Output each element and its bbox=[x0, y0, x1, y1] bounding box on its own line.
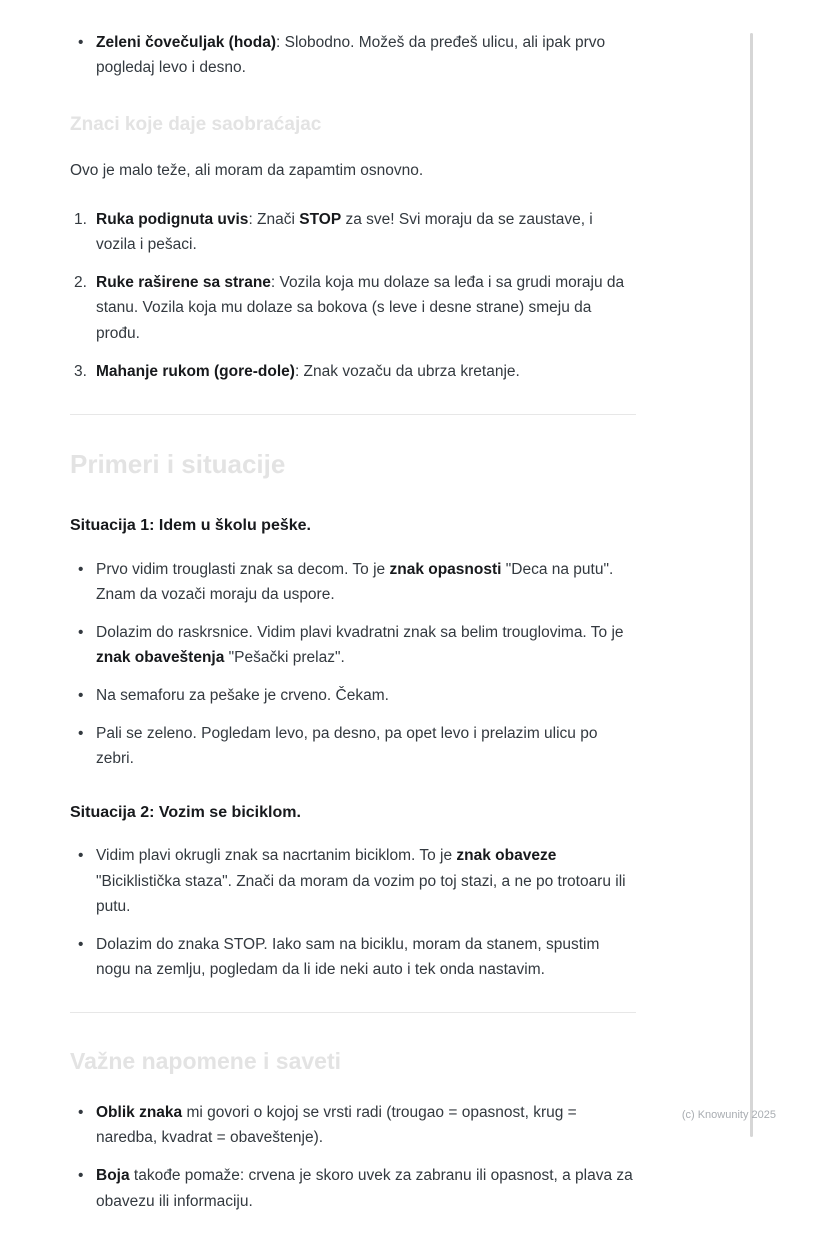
bold-text-segment: znak obaveze bbox=[456, 847, 557, 865]
bold-text-segment: znak opasnosti bbox=[389, 560, 502, 578]
list-item bbox=[70, 843, 636, 918]
section-heading-znaci: Znaci koje daje saobraćajac bbox=[70, 114, 322, 136]
list-item bbox=[70, 1100, 636, 1150]
text-segment: Pali se zeleno. Pogledam levo, pa desno, pa opet levo i prelazim ulicu po zebri. bbox=[96, 725, 598, 768]
section-heading-vazne: Važne napomene i saveti bbox=[70, 1047, 342, 1074]
text-segment: za sve! Svi moraju da se zaustave, i vozila i pešaci. bbox=[96, 211, 593, 254]
bold-text-segment: znak obaveštenja bbox=[96, 649, 225, 667]
list-item bbox=[70, 557, 636, 607]
text-segment: Prvo vidim trouglasti znak sa decom. To je bbox=[96, 560, 390, 578]
text-segment: "Biciklistička staza". Znači da moram da vozim po toj stazi, a ne po trotoaru ili putu. bbox=[96, 872, 626, 915]
list-item bbox=[70, 30, 636, 80]
document-body bbox=[70, 30, 636, 1240]
text-segment: : Znači bbox=[248, 211, 300, 229]
list-item bbox=[70, 207, 636, 257]
situation-2-heading: Situacija 2: Vozim se biciklom. bbox=[70, 803, 301, 821]
text-segment: takođe pomaže: crvena je skoro uvek za zabranu ili opasnost, a plava za obavezu ili informaciju. bbox=[96, 1167, 633, 1210]
text-segment: mi govori o kojoj se vrsti radi (trougao = opasnost, krug = naredba, kvadrat = obaveštenje). bbox=[96, 1104, 577, 1147]
text-segment: : Znak vozaču da ubrza kretanje. bbox=[294, 362, 520, 380]
bold-text-segment: Oblik znaka bbox=[96, 1104, 183, 1122]
list-item bbox=[70, 721, 636, 771]
situation-1-list bbox=[70, 557, 636, 772]
text-segment: Vidim plavi okrugli znak sa nacrtanim biciklom. To je bbox=[96, 847, 457, 865]
bold-text-segment: Ruke raširene sa strane bbox=[96, 274, 271, 292]
section-heading-primeri: Primeri i situacije bbox=[70, 448, 286, 479]
bold-text-segment: Zeleni čovečuljak (hoda) bbox=[96, 34, 277, 51]
text-segment: "Pešački prelaz". bbox=[224, 649, 345, 667]
intro-bullet-list bbox=[70, 30, 636, 80]
situation-1-heading: Situacija 1: Idem u školu peške. bbox=[70, 516, 311, 534]
text-segment: "Deca na putu". Znam da vozači moraju da uspore. bbox=[96, 560, 614, 603]
copyright-notice: (c) Knowunity 2025 bbox=[681, 1109, 776, 1121]
list-item bbox=[70, 359, 636, 384]
list-item bbox=[70, 683, 636, 708]
policeman-signals-list bbox=[70, 207, 636, 384]
text-segment: Na semaforu za pešake je crveno. Čekam. bbox=[96, 687, 389, 705]
list-item bbox=[70, 620, 636, 670]
text-segment: Dolazim do znaka STOP. Iako sam na biciklu, moram da stanem, spustim nogu na zemlju, pogledam da li ide neki auto i tek onda nastavim. bbox=[96, 935, 600, 978]
bold-text-segment: Ruka podignuta uvis bbox=[96, 211, 249, 229]
section-divider bbox=[70, 1012, 636, 1013]
situation-2-list bbox=[70, 843, 636, 982]
intro-paragraph: Ovo je malo teže, ali moram da zapamtim osnovno. bbox=[70, 161, 424, 179]
bold-text-segment: STOP bbox=[299, 211, 342, 229]
scrollbar[interactable] bbox=[750, 33, 753, 1137]
list-item bbox=[70, 932, 636, 982]
bold-text-segment: Mahanje rukom (gore-dole) bbox=[96, 362, 295, 380]
section-divider bbox=[70, 414, 636, 415]
list-item bbox=[70, 270, 636, 345]
text-segment: : Vozila koja mu dolaze sa leđa i sa grudi moraju da stanu. Vozila koja mu dolaze sa bokova (s leve i desne strane) smeju da prođu. bbox=[96, 274, 625, 342]
text-segment: Dolazim do raskrsnice. Vidim plavi kvadratni znak sa belim trouglovima. To je bbox=[96, 623, 624, 641]
bold-text-segment: Boja bbox=[96, 1167, 130, 1185]
notes-list bbox=[70, 1100, 636, 1213]
text-segment: : Slobodno. Možeš da pređeš ulicu, ali ipak prvo pogledaj levo i desno. bbox=[96, 34, 606, 77]
